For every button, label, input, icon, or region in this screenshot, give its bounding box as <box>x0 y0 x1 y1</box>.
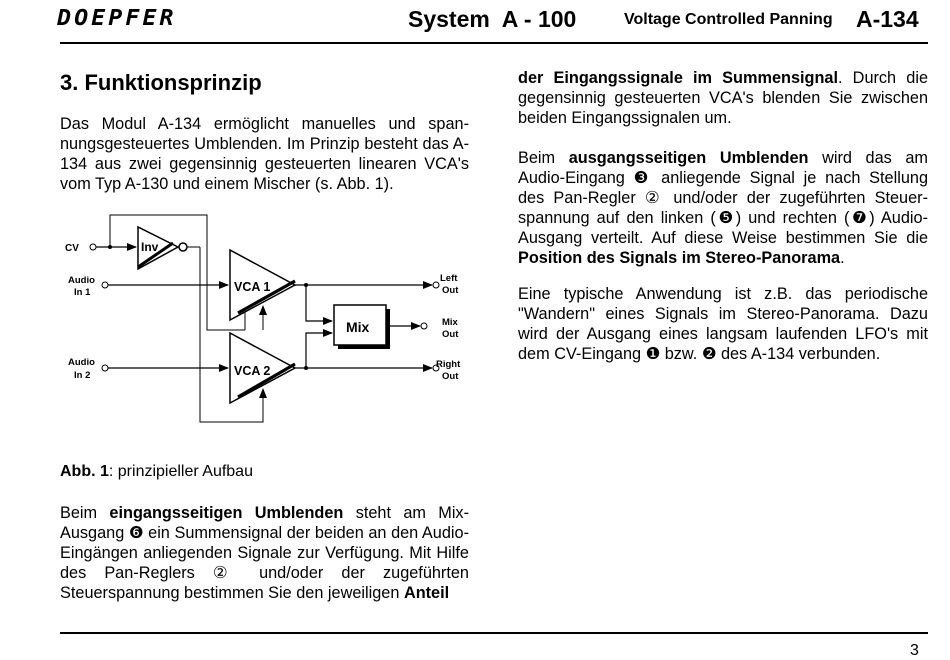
audio-in1-label-line2: In 1 <box>74 287 91 298</box>
text-span: . Durch die gegensinnig gesteuerten VCA's blenden Sie zwischen beiden Eingangssignalen um. <box>518 69 928 127</box>
figure-caption-text: : prinzipieller Aufbau <box>108 463 253 480</box>
vca2-label: VCA 2 <box>234 364 271 378</box>
output-blend-paragraph <box>518 148 928 268</box>
audio-in2-label-line2: In 2 <box>74 370 91 381</box>
application-paragraph: Eine typische Anwendung ist z.B. das periodische "Wandern" eines Signals im Stereo-Panorama. Dazu wird der Ausgang eines langsam laufenden LFO's mit dem CV-Eingang ❶ bzw. ❷ des A-134 verbunden. <box>518 285 928 363</box>
vca1-label: VCA 1 <box>234 280 271 294</box>
left-out-label-line2: Out <box>442 285 459 296</box>
text-span: Beim <box>518 149 569 167</box>
doepfer-logo: DOEPFER <box>57 6 177 31</box>
mix-out-label-line2: Out <box>442 329 459 340</box>
input-blend-continued-paragraph <box>518 68 928 128</box>
inv-label: Inv <box>141 240 159 254</box>
block-diagram <box>60 205 480 435</box>
module-code: A-134 <box>856 6 919 32</box>
bold-span: ausgangsseitigen Umblenden <box>568 149 809 167</box>
figure-caption <box>60 463 253 481</box>
input-blend-paragraph <box>60 503 469 603</box>
text-span: wird das am Audio-Eingang ❸ anliegende Signal je nach Stellung des Pan-Regler ② und/oder der zugeführten Steuer-spannung auf den linken (❺) und rechten (❼) Audio-Ausgang verteilt. Auf diese Weise bestimmen Sie die <box>518 149 928 247</box>
header-rule <box>60 42 928 44</box>
text-span: steht am Mix-Ausgang ❻ ein Summensignal der beiden an den Audio-Eingängen anliegenden Signale zur Verfügung. Mit Hilfe des Pan-Reglers ② und/oder der zugeführten Steuerspannung bestimmen Sie den jeweiligen <box>60 504 469 602</box>
bold-span: Position des Signals im Stereo-Panorama <box>518 249 841 267</box>
bold-span: Anteil <box>403 584 450 602</box>
text-span: . <box>840 249 845 267</box>
bold-span: eingangsseitigen Umblenden <box>109 504 344 522</box>
right-out-label-line1: Right <box>436 359 461 370</box>
mix-out-jack <box>421 323 427 329</box>
mix-out-label-line1: Mix <box>442 317 458 328</box>
footer-rule <box>60 632 928 634</box>
left-out-jack <box>433 282 439 288</box>
section-title: 3. Funktionsprinzip <box>60 70 262 95</box>
audio-in2-jack <box>102 365 108 371</box>
bold-span: der Eingangssignale im Summensignal <box>518 69 838 87</box>
audio-in1-jack <box>102 282 108 288</box>
cv-jack <box>90 244 96 250</box>
cv-input-label: CV <box>65 243 79 254</box>
mix-label: Mix <box>346 319 370 335</box>
text-span: Beim <box>60 504 110 522</box>
right-out-label-line2: Out <box>442 371 459 382</box>
left-out-label-line1: Left <box>440 273 458 284</box>
figure-label: Abb. 1 <box>60 463 109 480</box>
module-name: Voltage Controlled Panning <box>624 11 833 28</box>
intro-paragraph: Das Modul A-134 ermöglicht manuelles und span-nungsgesteuertes Umblenden. Im Prinzip besteht das A-134 aus zwei gegensinnig gesteuerten linearen VCA's vom Typ A-130 und einem Mischer (s. Abb. 1). <box>60 115 469 193</box>
system-title: System A - 100 <box>408 6 577 32</box>
audio-in2-label-line1: Audio <box>68 357 95 368</box>
audio-in1-label-line1: Audio <box>68 275 95 286</box>
page-number: 3 <box>910 642 919 659</box>
